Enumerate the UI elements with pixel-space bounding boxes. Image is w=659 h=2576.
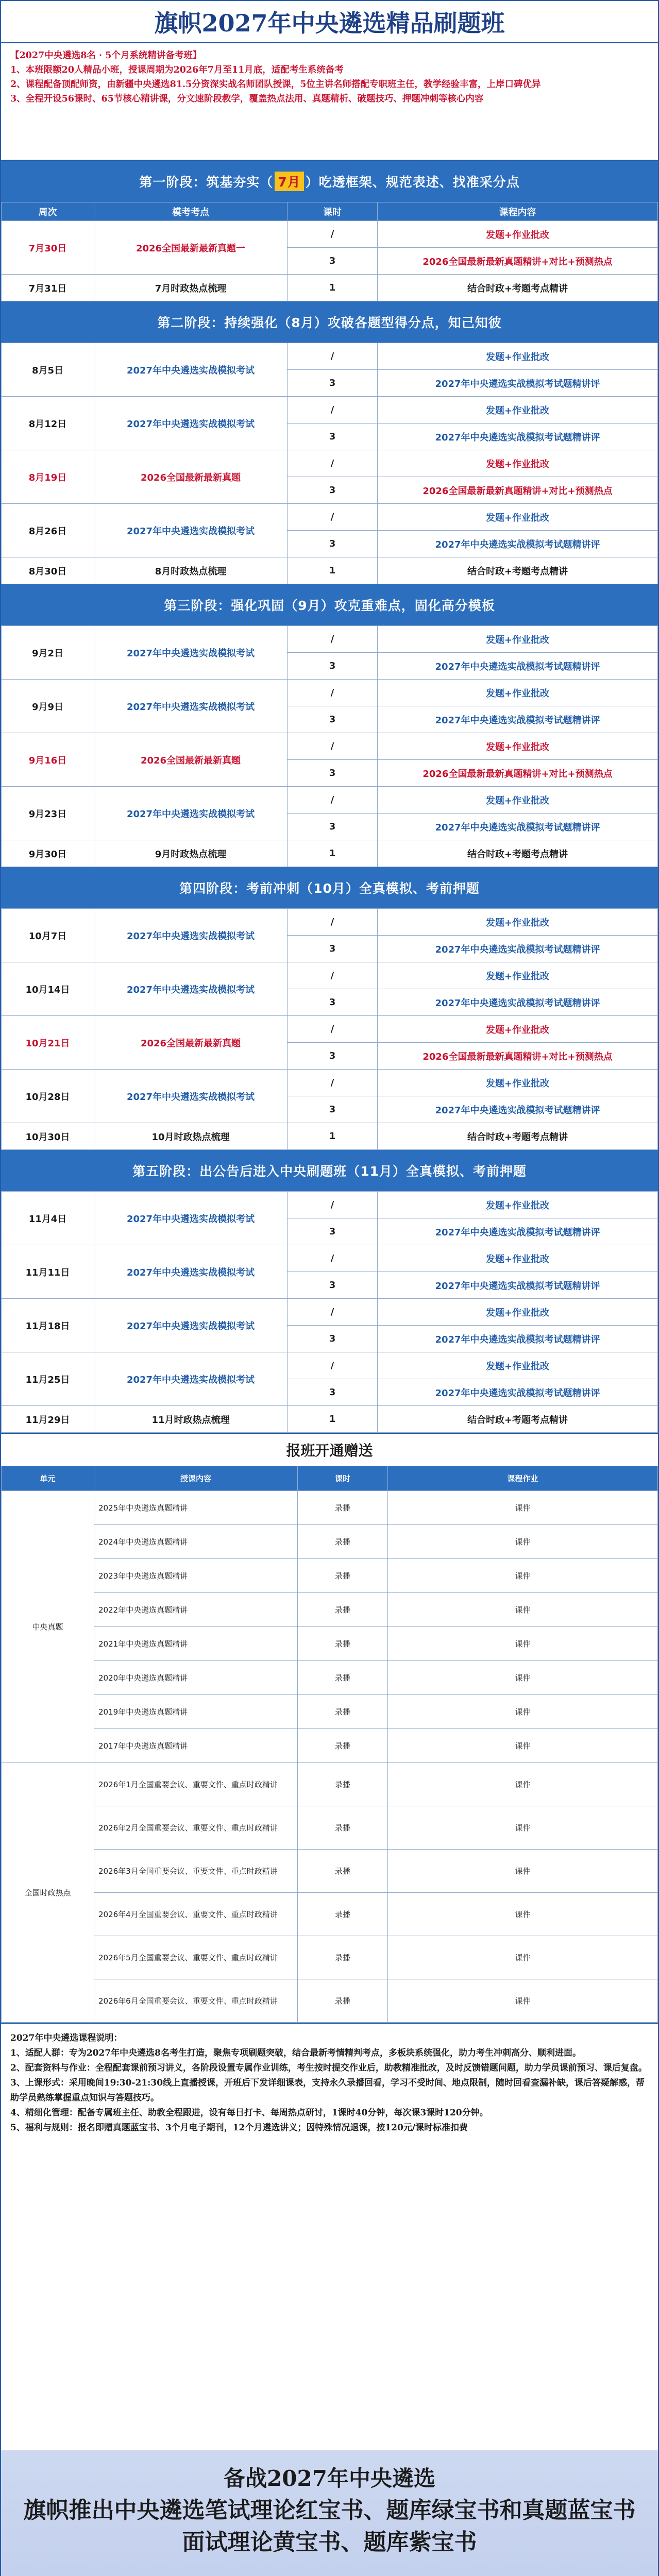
course-content: 2027年中央遴选实战模拟考试题精讲评 (378, 1272, 658, 1299)
exam-topic: 2027年中央遴选实战模拟考试 (94, 343, 288, 397)
schedule-row (2, 397, 658, 423)
exam-topic: 2026全国最新最新真题 (94, 450, 288, 504)
course-content: 发题+作业批改 (378, 962, 658, 989)
stage-title-highlight: 7月 (275, 172, 303, 191)
stage-table (1, 908, 658, 1150)
week-date: 9月16日 (2, 733, 94, 787)
class-hours: 1 (288, 557, 378, 584)
week-date: 8月26日 (2, 504, 94, 557)
course-content: 发题+作业批改 (378, 221, 658, 248)
gift-item-homework: 课件 (388, 1525, 658, 1559)
class-hours: 1 (288, 840, 378, 867)
schedule-row (2, 626, 658, 653)
class-hours: 3 (288, 1272, 378, 1299)
exam-topic: 2027年中央遴选实战模拟考试 (94, 397, 288, 450)
week-date: 7月30日 (2, 221, 94, 275)
notes-line: 2027年中央遴选课程说明： (10, 2033, 123, 2043)
stage-header (1, 1150, 658, 1191)
gift-category: 中央真题 (2, 1491, 94, 1763)
class-hours: / (288, 680, 378, 706)
gift-row (2, 1893, 658, 1936)
exam-topic: 8月时政热点梳理 (94, 557, 288, 584)
exam-topic: 2027年中央遴选实战模拟考试 (94, 680, 288, 733)
schedule-row (2, 733, 658, 760)
course-content: 发题+作业批改 (378, 733, 658, 760)
week-date: 7月31日 (2, 275, 94, 301)
gift-item-name: 2019年中央遴选真题精讲 (94, 1695, 298, 1729)
gift-item-type: 录播 (298, 1729, 388, 1763)
gift-row (2, 1979, 658, 2023)
class-hours: 3 (288, 370, 378, 397)
schedule-row (2, 504, 658, 531)
intro-line: 1、本班限额20人精品小班，授课周期为2026年7月至11月底，适配考生系统备考 (10, 65, 344, 75)
exam-topic: 2027年中央遴选实战模拟考试 (94, 962, 288, 1016)
gift-table-body (2, 1491, 658, 2023)
stage-table (1, 1191, 658, 1433)
class-hours: 3 (288, 423, 378, 450)
course-content: 结合时政+考题考点精讲 (378, 1123, 658, 1150)
gift-title: 报班开通赠送 (1, 1433, 658, 1466)
course-content: 发题+作业批改 (378, 787, 658, 814)
class-hours: 3 (288, 248, 378, 275)
notes-line: 1、适配人群：专为2027年中央遴选8名考生打造，聚焦专项刷题突破，结合最新考情精判考点，多板块系统强化，助力考生冲刺高分、顺利进面。 (10, 2048, 581, 2058)
gift-item-type: 录播 (298, 1559, 388, 1593)
week-date: 11月25日 (2, 1352, 94, 1406)
gift-row (2, 1491, 658, 1525)
gift-row (2, 1627, 658, 1661)
course-content: 发题+作业批改 (378, 397, 658, 423)
notes-line: 2、配套资料与作业：全程配套课前预习讲义，各阶段设置专属作业训练，考生按时提交作业后，助教精准批改，及时反馈错题问题，助力学员课前预习、课后复盘。 (10, 2063, 647, 2073)
course-content: 2027年中央遴选实战模拟考试题精讲评 (378, 1379, 658, 1406)
gift-item-name: 2026年3月全国重要会议、重要文件、重点时政精讲 (94, 1850, 298, 1893)
class-hours: / (288, 221, 378, 248)
stage-title-pre: 第四阶段：考前冲刺（10月）全真模拟、考前押题 (179, 881, 480, 896)
gift-item-homework: 课件 (388, 1661, 658, 1695)
exam-topic: 2027年中央遴选实战模拟考试 (94, 909, 288, 962)
notes-line: 3、上课形式：采用晚间19:30-21:30线上直播授课，开班后下发详细课表，支持永久录播回看，学习不受时间、地点限制，随时回看查漏补缺，课后答疑解惑，帮助学员熟练掌握重点知识与答题技巧。 (10, 2078, 645, 2103)
gift-row (2, 1559, 658, 1593)
stage-header (1, 301, 658, 343)
page-title: 旗帜2027年中央遴选精品刷题班 (1, 1, 658, 43)
class-hours: 3 (288, 653, 378, 680)
course-content: 2027年中央遴选实战模拟考试题精讲评 (378, 370, 658, 397)
gift-row (2, 1936, 658, 1979)
gift-item-name: 2017年中央遴选真题精讲 (94, 1729, 298, 1763)
gift-item-name: 2026年2月全国重要会议、重要文件、重点时政精讲 (94, 1806, 298, 1850)
gift-item-type: 录播 (298, 1695, 388, 1729)
gift-item-homework: 课件 (388, 1763, 658, 1806)
gift-table (1, 1466, 658, 2023)
exam-topic: 2027年中央遴选实战模拟考试 (94, 1299, 288, 1352)
schedule-row (2, 275, 658, 301)
intro-line: 2、课程配备顶配师资，由新疆中央遴选81.5分资深实战名师团队授课，5位主讲名师搭配专职班主任，教学经验丰富，上岸口碑优异 (10, 79, 541, 90)
week-date: 9月2日 (2, 626, 94, 680)
course-content: 2027年中央遴选实战模拟考试题精讲评 (378, 653, 658, 680)
class-hours: 1 (288, 275, 378, 301)
gift-item-type: 录播 (298, 1850, 388, 1893)
schedule-row (2, 1192, 658, 1218)
exam-topic: 2026全国最新最新真题一 (94, 221, 288, 275)
week-date: 11月18日 (2, 1299, 94, 1352)
schedule-row (2, 450, 658, 477)
notes-line: 5、福利与规则：报名即赠真题蓝宝书、3个月电子期刊，12个月遴选讲义；因特殊情况退课，按120元/课时标准扣费 (10, 2123, 468, 2133)
class-hours: 1 (288, 1123, 378, 1150)
gift-item-name: 2020年中央遴选真题精讲 (94, 1661, 298, 1695)
gift-item-homework: 课件 (388, 1893, 658, 1936)
schedule-row (2, 962, 658, 989)
course-content: 发题+作业批改 (378, 1070, 658, 1096)
gift-item-homework: 课件 (388, 1979, 658, 2023)
class-hours: 3 (288, 1379, 378, 1406)
gift-row (2, 1763, 658, 1806)
class-hours: 3 (288, 1043, 378, 1070)
week-date: 9月30日 (2, 840, 94, 867)
course-content: 发题+作业批改 (378, 909, 658, 936)
course-content: 结合时政+考题考点精讲 (378, 840, 658, 867)
schedule-row (2, 840, 658, 867)
gift-item-name: 2026年6月全国重要会议、重要文件、重点时政精讲 (94, 1979, 298, 2023)
promo-line-2: 旗帜推出中央遴选笔试理论红宝书、题库绿宝书和真题蓝宝书 (23, 2497, 636, 2523)
exam-topic: 2027年中央遴选实战模拟考试 (94, 504, 288, 557)
exam-topic: 9月时政热点梳理 (94, 840, 288, 867)
class-hours: / (288, 343, 378, 370)
course-content: 发题+作业批改 (378, 343, 658, 370)
course-content: 2027年中央遴选实战模拟考试题精讲评 (378, 814, 658, 840)
class-hours: 3 (288, 531, 378, 557)
course-content: 发题+作业批改 (378, 504, 658, 531)
course-content: 2026全国最新最新真题精讲+对比+预测热点 (378, 248, 658, 275)
course-content: 发题+作业批改 (378, 626, 658, 653)
week-date: 8月19日 (2, 450, 94, 504)
class-hours: 3 (288, 814, 378, 840)
gift-item-homework: 课件 (388, 1936, 658, 1979)
column-header-week: 周次 (2, 202, 94, 221)
course-content: 发题+作业批改 (378, 1245, 658, 1272)
promo-line-1: 备战2027年中央遴选 (224, 2466, 435, 2491)
stage-title-post: ）吃透框架、规范表述、找准采分点 (305, 175, 520, 190)
course-content: 2027年中央遴选实战模拟考试题精讲评 (378, 1218, 658, 1245)
schedule-row (2, 909, 658, 936)
class-hours: / (288, 733, 378, 760)
gift-item-name: 2026年4月全国重要会议、重要文件、重点时政精讲 (94, 1893, 298, 1936)
stage-header (1, 867, 658, 908)
class-hours: / (288, 787, 378, 814)
course-content: 2026全国最新最新真题精讲+对比+预测热点 (378, 760, 658, 787)
gift-item-homework: 课件 (388, 1806, 658, 1850)
gift-item-homework: 课件 (388, 1627, 658, 1661)
schedule-row (2, 787, 658, 814)
week-date: 10月14日 (2, 962, 94, 1016)
week-date: 9月23日 (2, 787, 94, 840)
exam-topic: 2027年中央遴选实战模拟考试 (94, 1070, 288, 1123)
course-content: 发题+作业批改 (378, 680, 658, 706)
gift-row (2, 1695, 658, 1729)
gift-item-type: 录播 (298, 1763, 388, 1806)
gift-item-type: 录播 (298, 1593, 388, 1627)
class-hours: / (288, 962, 378, 989)
stages-container (1, 161, 658, 1433)
gift-item-homework: 课件 (388, 1729, 658, 1763)
gift-item-homework: 课件 (388, 1491, 658, 1525)
course-content: 2026全国最新最新真题精讲+对比+预测热点 (378, 1043, 658, 1070)
gift-item-type: 录播 (298, 1661, 388, 1695)
course-content: 发题+作业批改 (378, 1299, 658, 1326)
course-content: 2027年中央遴选实战模拟考试题精讲评 (378, 423, 658, 450)
schedule-row (2, 1016, 658, 1043)
exam-topic: 2027年中央遴选实战模拟考试 (94, 626, 288, 680)
exam-topic: 7月时政热点梳理 (94, 275, 288, 301)
week-date: 10月21日 (2, 1016, 94, 1070)
stage-title-pre: 第一阶段：筑基夯实（ (139, 175, 274, 190)
class-hours: / (288, 909, 378, 936)
course-content: 2027年中央遴选实战模拟考试题精讲评 (378, 936, 658, 962)
gift-item-name: 2021年中央遴选真题精讲 (94, 1627, 298, 1661)
gift-item-name: 2025年中央遴选真题精讲 (94, 1491, 298, 1525)
schedule-row (2, 680, 658, 706)
gift-row (2, 1593, 658, 1627)
stage-title-pre: 第三阶段：强化巩固（9月）攻克重难点，固化高分模板 (164, 598, 495, 613)
course-content: 2027年中央遴选实战模拟考试题精讲评 (378, 531, 658, 557)
gift-row (2, 1525, 658, 1559)
gift-item-type: 录播 (298, 1806, 388, 1850)
week-date: 8月12日 (2, 397, 94, 450)
week-date: 11月4日 (2, 1192, 94, 1245)
column-header-row (2, 202, 658, 221)
week-date: 10月7日 (2, 909, 94, 962)
gift-category: 全国时政热点 (2, 1763, 94, 2023)
schedule-row (2, 1123, 658, 1150)
column-header-exam: 模考考点 (94, 202, 288, 221)
class-hours: / (288, 1245, 378, 1272)
stage-header (1, 161, 658, 202)
course-notes (1, 2023, 658, 2253)
gift-item-name: 2026年1月全国重要会议、重要文件、重点时政精讲 (94, 1763, 298, 1806)
gift-item-type: 录播 (298, 1936, 388, 1979)
class-hours: 3 (288, 1218, 378, 1245)
schedule-row (2, 1245, 658, 1272)
class-hours: / (288, 626, 378, 653)
exam-topic: 10月时政热点梳理 (94, 1123, 288, 1150)
schedule-row (2, 1406, 658, 1433)
gift-item-homework: 课件 (388, 1559, 658, 1593)
gift-row (2, 1729, 658, 1763)
course-content: 发题+作业批改 (378, 1192, 658, 1218)
gift-header-name: 授课内容 (94, 1466, 298, 1491)
class-hours: / (288, 450, 378, 477)
schedule-row (2, 221, 658, 248)
gift-item-name: 2024年中央遴选真题精讲 (94, 1525, 298, 1559)
column-header-content: 课程内容 (378, 202, 658, 221)
gift-item-name: 2026年5月全国重要会议、重要文件、重点时政精讲 (94, 1936, 298, 1979)
class-hours: 3 (288, 1326, 378, 1352)
class-hours: 3 (288, 760, 378, 787)
gift-item-homework: 课件 (388, 1695, 658, 1729)
promo-line-3: 面试理论黄宝书、题库紫宝书 (182, 2529, 477, 2555)
schedule-row (2, 343, 658, 370)
class-hours: / (288, 1352, 378, 1379)
stage-header (1, 584, 658, 625)
class-hours: / (288, 397, 378, 423)
week-date: 10月28日 (2, 1070, 94, 1123)
class-hours: / (288, 1192, 378, 1218)
schedule-row (2, 1352, 658, 1379)
class-hours: 3 (288, 1096, 378, 1123)
week-date: 10月30日 (2, 1123, 94, 1150)
notes-line: 4、精细化管理：配备专属班主任、助教全程跟进，设有每日打卡、每周热点研讨，1课时40分钟，每次课3课时120分钟。 (10, 2108, 488, 2118)
course-content: 2027年中央遴选实战模拟考试题精讲评 (378, 1096, 658, 1123)
gift-item-homework: 课件 (388, 1593, 658, 1627)
gift-item-type: 录播 (298, 1893, 388, 1936)
gift-row (2, 1850, 658, 1893)
gift-item-type: 录播 (298, 1627, 388, 1661)
class-hours: 3 (288, 989, 378, 1016)
intro-line: 3、全程开设56课时、65节核心精讲课，分文速阶段教学，覆盖热点法用、真题精析、破题技巧、押题冲刺等核心内容 (10, 94, 484, 104)
gift-item-homework: 课件 (388, 1850, 658, 1893)
exam-topic: 2027年中央遴选实战模拟考试 (94, 787, 288, 840)
course-content: 结合时政+考题考点精讲 (378, 275, 658, 301)
class-hours: 3 (288, 706, 378, 733)
class-hours: / (288, 504, 378, 531)
exam-topic: 2027年中央遴选实战模拟考试 (94, 1245, 288, 1299)
gift-header-type: 课时 (298, 1466, 388, 1491)
stage-table (1, 343, 658, 584)
gift-header-unit: 单元 (2, 1466, 94, 1491)
schedule-row (2, 1070, 658, 1096)
stage-table (1, 202, 658, 301)
gift-header-homework: 课程作业 (388, 1466, 658, 1491)
exam-topic: 2026全国最新最新真题 (94, 733, 288, 787)
course-content: 结合时政+考题考点精讲 (378, 1406, 658, 1433)
week-date: 9月9日 (2, 680, 94, 733)
stage-title-pre: 第二阶段：持续强化（8月）攻破各题型得分点，知己知彼 (157, 315, 502, 330)
stage-title-pre: 第五阶段：出公告后进入中央刷题班（11月）全真模拟、考前押题 (132, 1164, 527, 1179)
gift-item-type: 录播 (298, 1979, 388, 2023)
class-hours: 1 (288, 1406, 378, 1433)
gift-row (2, 1806, 658, 1850)
schedule-row (2, 1299, 658, 1326)
course-content: 发题+作业批改 (378, 450, 658, 477)
promo-banner (1, 2450, 658, 2576)
intro-line: 【2027中央遴选8名 · 5个月系统精讲备考班】 (10, 50, 202, 61)
gift-item-name: 2022年中央遴选真题精讲 (94, 1593, 298, 1627)
class-hours: 3 (288, 936, 378, 962)
gift-item-type: 录播 (298, 1525, 388, 1559)
exam-topic: 11月时政热点梳理 (94, 1406, 288, 1433)
exam-topic: 2026全国最新最新真题 (94, 1016, 288, 1070)
intro-block (1, 43, 658, 161)
gift-row (2, 1661, 658, 1695)
week-date: 8月30日 (2, 557, 94, 584)
column-header-hours: 课时 (288, 202, 378, 221)
exam-topic: 2027年中央遴选实战模拟考试 (94, 1352, 288, 1406)
course-content: 2027年中央遴选实战模拟考试题精讲评 (378, 706, 658, 733)
class-hours: / (288, 1299, 378, 1326)
class-hours: / (288, 1016, 378, 1043)
course-content: 发题+作业批改 (378, 1016, 658, 1043)
promo-text (1, 2463, 658, 2558)
course-content: 2027年中央遴选实战模拟考试题精讲评 (378, 989, 658, 1016)
week-date: 8月5日 (2, 343, 94, 397)
course-content: 2026全国最新最新真题精讲+对比+预测热点 (378, 477, 658, 504)
exam-topic: 2027年中央遴选实战模拟考试 (94, 1192, 288, 1245)
class-hours: / (288, 1070, 378, 1096)
week-date: 11月11日 (2, 1245, 94, 1299)
stage-table (1, 625, 658, 867)
schedule-row (2, 557, 658, 584)
week-date: 11月29日 (2, 1406, 94, 1433)
course-content: 2027年中央遴选实战模拟考试题精讲评 (378, 1326, 658, 1352)
course-content: 发题+作业批改 (378, 1352, 658, 1379)
course-content: 结合时政+考题考点精讲 (378, 557, 658, 584)
gift-item-name: 2023年中央遴选真题精讲 (94, 1559, 298, 1593)
gift-item-type: 录播 (298, 1491, 388, 1525)
class-hours: 3 (288, 477, 378, 504)
